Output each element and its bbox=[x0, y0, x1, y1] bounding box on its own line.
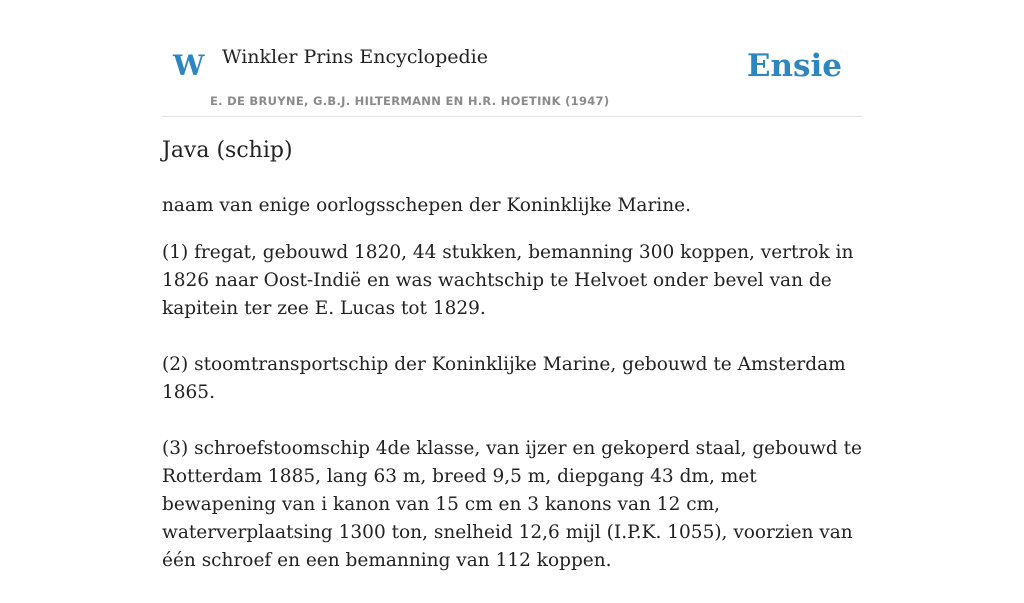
article-intro: naam van enige oorlogsschepen der Koninklijke Marine. bbox=[162, 195, 691, 216]
article-paragraph-1: (1) fregat, gebouwd 1820, 44 stukken, bemanning 300 koppen, vertrok in 1826 naar Oost-Indië en was wachtschip te Helvoet onder bevel van de kapitein ter zee E. Lucas tot 1829. bbox=[162, 242, 854, 319]
article-title: Java (schip) bbox=[162, 138, 293, 163]
article-body bbox=[162, 192, 866, 603]
source-title[interactable]: Winkler Prins Encyclopedie bbox=[222, 46, 488, 68]
source-authors: E. DE BRUYNE, G.B.J. HILTERMANN EN H.R. HOETINK (1947) bbox=[210, 94, 610, 108]
ensie-logo[interactable]: Ensie bbox=[746, 48, 842, 84]
article-paragraph-3: (3) schroefstoomschip 4de klasse, van ijzer en gekoperd staal, gebouwd te Rotterdam 1885, lang 63 m, breed 9,5 m, diepgang 43 dm, met bewapening van i kanon van 15 cm en 3 kanons van 12 cm, waterverplaatsing 1300 ton, snelheid 12,6 mijl (I.P.K. 1055), voorzien van één schroef en een bemanning van 112 koppen. bbox=[162, 438, 862, 571]
page-header bbox=[162, 0, 862, 117]
winkler-prins-logo[interactable]: W bbox=[173, 49, 205, 82]
article-paragraph-2: (2) stoomtransportschip der Koninklijke Marine, gebouwd te Amsterdam 1865. bbox=[162, 354, 846, 403]
